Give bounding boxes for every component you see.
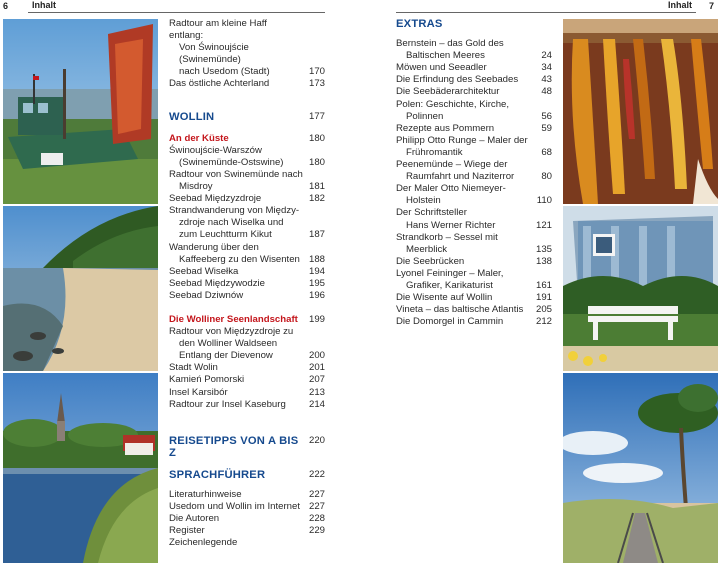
section-reisetipps[interactable]: REISETIPPS VON A BIS Z 220 (169, 434, 325, 459)
toc-entry[interactable]: Kamień Pomorski 207 (169, 374, 325, 386)
running-header-right: Inhalt (668, 0, 692, 10)
subsection-seenlandschaft[interactable]: Die Wolliner Seenlandschaft 199 (169, 313, 325, 325)
running-header-left: Inhalt (32, 0, 56, 10)
toc-entry[interactable]: Frühromantik 68 (406, 146, 552, 158)
section-wollin[interactable]: WOLLIN 177 (169, 110, 325, 123)
toc-entry[interactable]: Kaffeeberg zu den Wisenten 188 (179, 253, 325, 265)
toc-entry[interactable]: Die Domorgel in Cammin 212 (396, 316, 552, 328)
toc-entry[interactable]: Holstein 110 (406, 195, 552, 207)
toc-entry[interactable]: Radtour zur Insel Kaseburg 214 (169, 398, 325, 410)
toc-entry[interactable]: Philipp Otto Runge – Maler der (396, 134, 528, 146)
toc-entry[interactable]: Die Erfindung des Seebades 43 (396, 74, 552, 86)
toc-entry[interactable]: Usedom und Wollin im Internet 227 (169, 501, 325, 513)
toc-entry[interactable]: Hans Werner Richter 121 (406, 219, 552, 231)
toc-entry[interactable]: Möwen und Seeadler 34 (396, 62, 552, 74)
header-rule-right (396, 12, 696, 13)
toc-entry[interactable]: Meerblick 135 (406, 243, 552, 255)
toc-entry[interactable]: Seebad Międzywodzie 195 (169, 277, 325, 289)
photo-coast-cliff (3, 206, 158, 371)
toc-entry[interactable]: Polen: Geschichte, Kirche, (396, 98, 510, 110)
toc-entry[interactable]: Entlang der Dievenow 200 (179, 350, 325, 362)
toc-entry[interactable]: Die Wisente auf Wollin 191 (396, 292, 552, 304)
toc-right-column (396, 18, 552, 328)
toc-entry[interactable]: zum Leuchtturm Kikut 187 (179, 229, 325, 241)
toc-entry[interactable]: Misdroy 181 (179, 181, 325, 193)
toc-entry[interactable]: Stadt Wolin 201 (169, 362, 325, 374)
toc-entry[interactable]: Vineta – das baltische Atlantis 205 (396, 304, 552, 316)
toc-entry[interactable]: den Wolliner Waldseen (179, 338, 278, 350)
toc-entry[interactable]: Świnoujście-Warszów (169, 144, 262, 156)
toc-entry[interactable]: Seebad Międzyzdroje 182 (169, 193, 325, 205)
toc-entry[interactable]: Radtour von Międzyzdroje zu (169, 326, 294, 338)
photo-amber-necklaces (563, 19, 718, 204)
toc-entry[interactable]: Das östliche Achterland 173 (169, 78, 325, 90)
toc-entry[interactable]: Rezepte aus Pommern 59 (396, 122, 552, 134)
toc-entry[interactable]: Seebad Dziwnów 196 (169, 289, 325, 301)
section-sprachfuehrer[interactable]: SPRACHFÜHRER 222 (169, 468, 325, 481)
toc-entry[interactable]: Strandkorb – Sessel mit (396, 231, 498, 243)
toc-entry[interactable]: Insel Karsibór 213 (169, 386, 325, 398)
toc-entry[interactable]: Literaturhinweise 227 (169, 489, 325, 500)
photo-beach-hut-bench (563, 206, 718, 371)
section-extras[interactable]: EXTRAS (396, 18, 443, 30)
toc-entry[interactable]: Bernstein – das Gold des (396, 38, 504, 50)
toc-entry[interactable]: Strandwanderung von Między- (169, 205, 300, 217)
toc-entry[interactable]: Wanderung über den (169, 241, 259, 253)
toc-entry[interactable]: Raumfahrt und Naziterror 80 (406, 171, 552, 183)
toc-entry[interactable]: Seebad Wisełka 194 (169, 265, 325, 277)
toc-entry[interactable]: Polinnen 56 (406, 110, 552, 122)
toc-entry[interactable]: Baltischen Meeres 24 (406, 50, 552, 62)
header-rule-left (28, 12, 325, 13)
subsection-kueste[interactable]: An der Küste 180 (169, 132, 325, 144)
page-number-left: 6 (3, 1, 9, 11)
toc-left-column (169, 18, 325, 549)
toc-entry[interactable]: Zeichenlegende (169, 537, 238, 549)
toc-entry[interactable]: Die Seebrücken 138 (396, 255, 552, 267)
toc-entry[interactable]: zdroje nach Wiselka und (179, 217, 284, 229)
toc-entry[interactable]: Der Maler Otto Niemeyer- (396, 183, 506, 195)
toc-entry[interactable]: (Swinemünde-Ostswine) 180 (179, 156, 325, 168)
toc-entry[interactable]: Peenemünde – Wiege der (396, 159, 508, 171)
toc-entry[interactable]: Die Seebäderarchitektur 48 (396, 86, 552, 98)
toc-entry[interactable]: Von Świnoujście (Swinemünde) (179, 42, 249, 66)
page-number-right: 7 (709, 1, 715, 11)
toc-entry[interactable]: Grafiker, Karikaturist 161 (406, 279, 552, 291)
toc-entry[interactable]: nach Usedom (Stadt) 170 (179, 66, 325, 78)
photo-dune-boardwalk (563, 373, 718, 563)
photo-fishing-boat (3, 19, 158, 204)
toc-entry[interactable]: Radtour von Swinemünde nach (169, 168, 303, 180)
toc-entry[interactable]: Die Autoren 228 (169, 513, 325, 525)
toc-entry[interactable]: Radtour am kleine Haff entlang: (169, 18, 267, 42)
toc-entry[interactable]: Der Schriftsteller (396, 207, 467, 219)
toc-entry[interactable]: Register 229 (169, 525, 325, 537)
photo-church-lake (3, 373, 158, 563)
toc-entry[interactable]: Lyonel Feininger – Maler, (396, 267, 504, 279)
